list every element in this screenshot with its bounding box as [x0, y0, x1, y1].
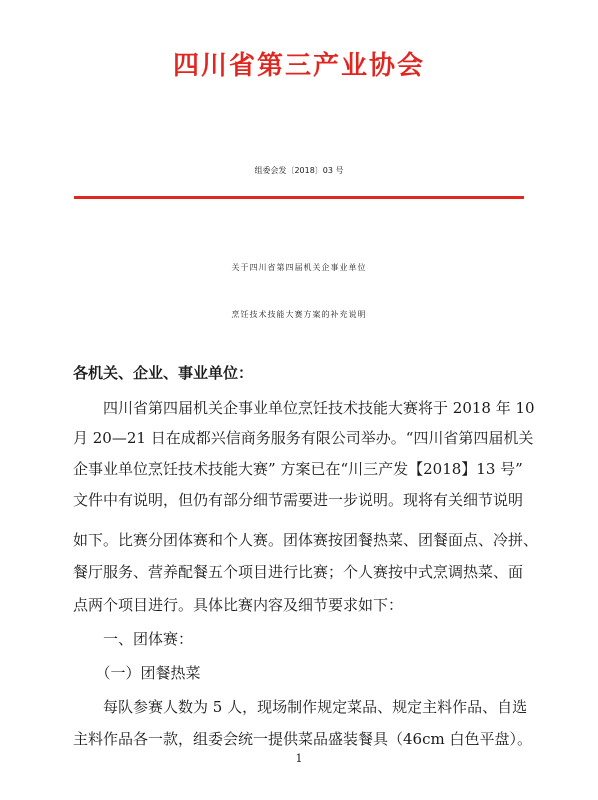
body-line: 如下。比赛分团体赛和个人赛。团体赛按团餐热菜、团餐面点、冷拼、 — [73, 531, 539, 549]
body-line: 主料作品各一款，组委会统一提供菜品盛装餐具（46cm 白色平盘）。 — [73, 730, 532, 748]
body-line: 企事业单位烹饪技术技能大赛” 方案已在“川三产发【2018】13 号” — [73, 460, 523, 478]
body-line: 月 20—21 日在成都兴信商务服务有限公司举办。“四川省第四届机关 — [73, 429, 534, 447]
body-line: 餐厅服务、营养配餐五个项目进行比赛；个人赛按中式烹调热菜、面 — [73, 563, 524, 581]
page-number: 1 — [295, 752, 303, 765]
section-heading: 一、团体赛： — [73, 630, 194, 648]
body-line: 每队参赛人数为 5 人，现场制作规定菜品、规定主料作品、自选 — [73, 698, 528, 716]
salutation: 各机关、企业、事业单位： — [73, 364, 254, 382]
document-number: 组委会发〔2018〕03 号 — [254, 166, 344, 175]
body-line: 文件中有说明，但仍有部分细节需要进一步说明。现将有关细节说明 — [73, 491, 524, 509]
subsection-heading: （一）团餐热菜 — [73, 664, 201, 682]
organization-header: 四川省第三产业协会 — [172, 51, 425, 81]
document-title-line-1: 关于四川省第四届机关企事业单位 — [231, 263, 367, 272]
red-divider-line — [74, 196, 524, 199]
document-title-line-2: 烹饪技术技能大赛方案的补充说明 — [231, 310, 367, 319]
body-line: 点两个项目进行。具体比赛内容及细节要求如下： — [73, 596, 404, 614]
body-line: 四川省第四届机关企事业单位烹饪技术技能大赛将于 2018 年 10 — [73, 399, 535, 417]
